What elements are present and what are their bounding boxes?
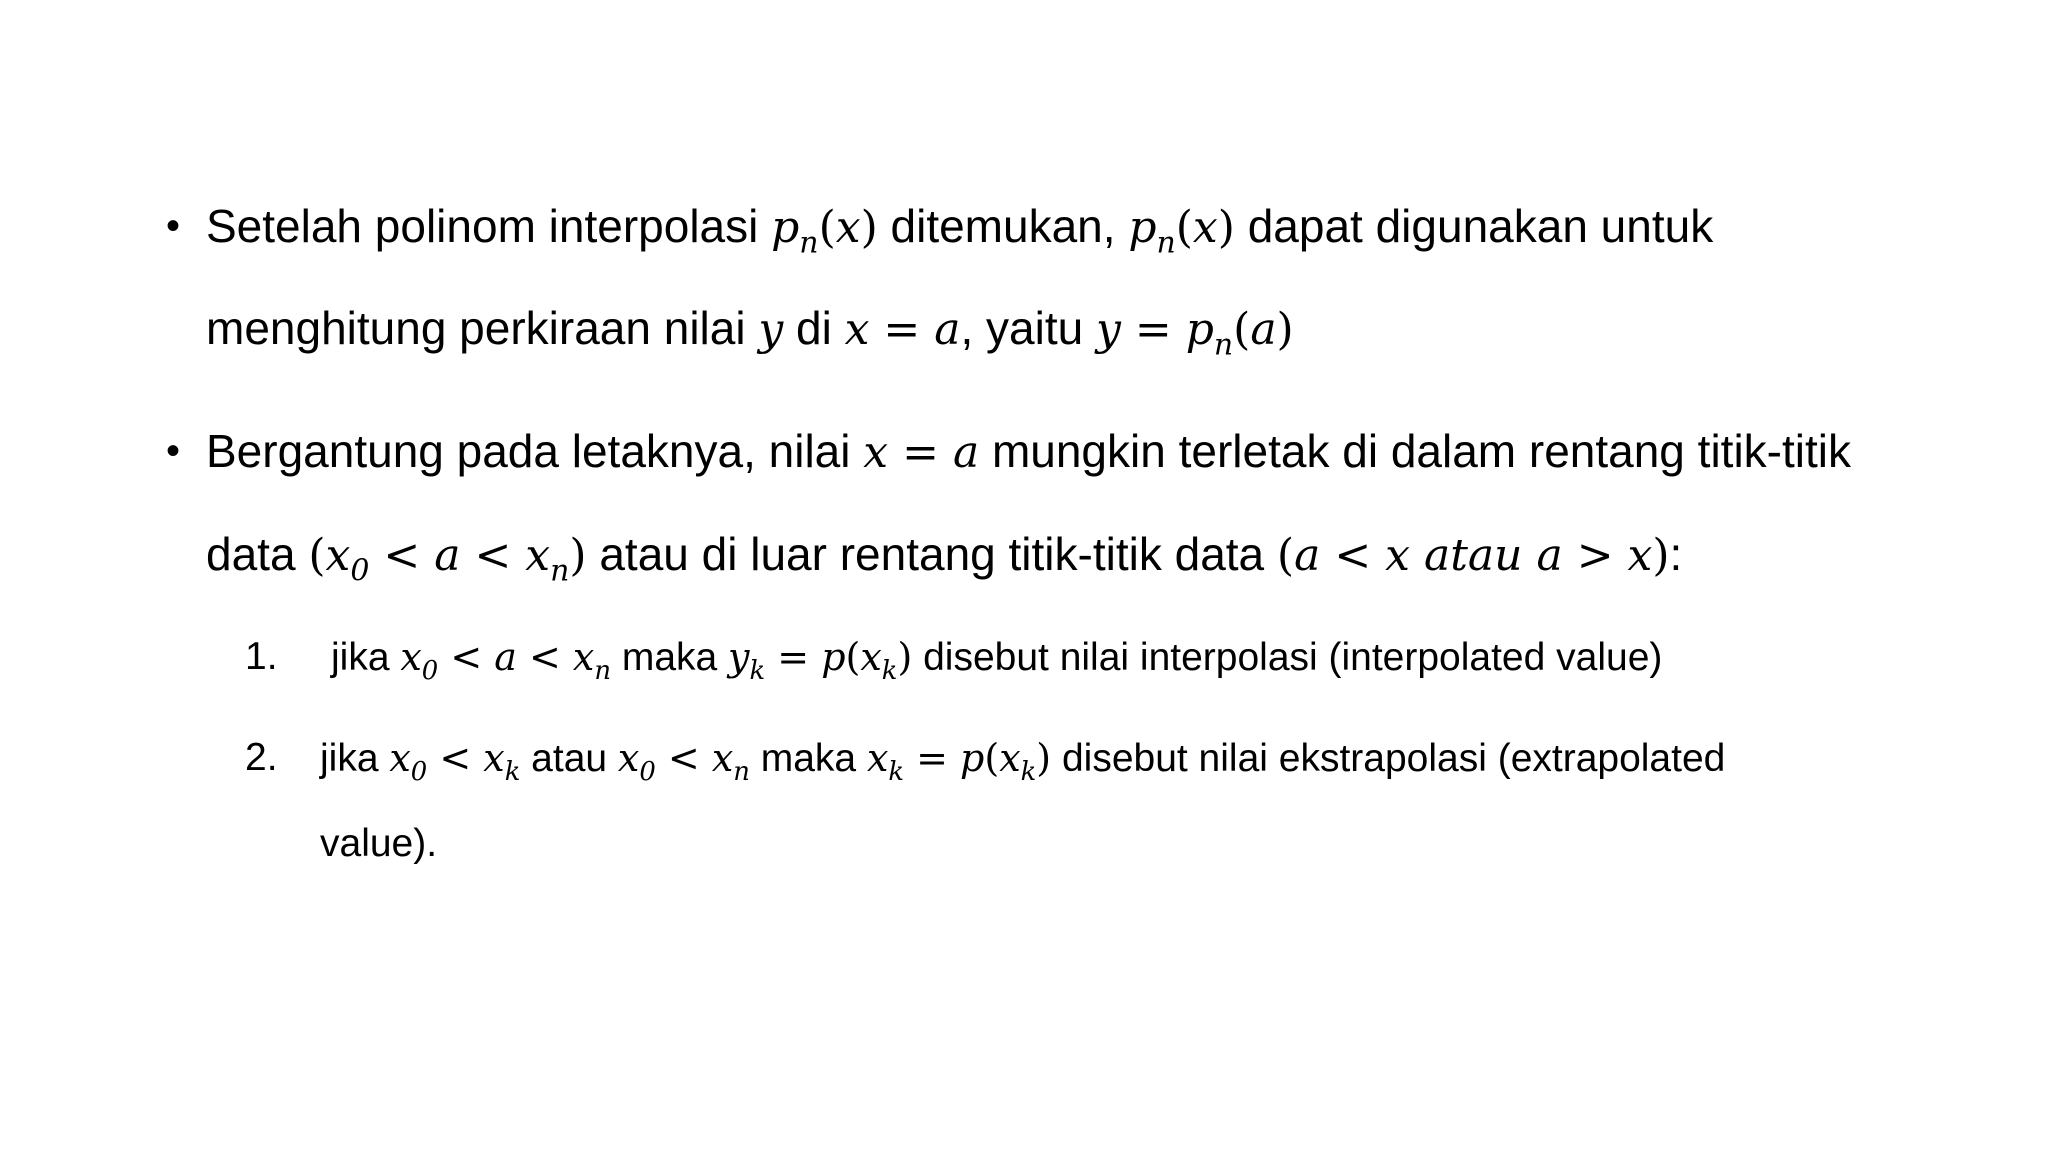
- text: atau: [520, 737, 618, 780]
- text: , yaitu: [960, 302, 1096, 354]
- bullet-2-line-1: [206, 423, 1851, 481]
- numbered-item-2: [320, 733, 1726, 788]
- math-y-eq-pn-a: $y = p_n(a)$: [1096, 304, 1294, 363]
- text: mungkin terletak di dalam rentang titik-titik: [979, 425, 1851, 477]
- math-pn-x: $p_n(x)$: [771, 202, 878, 261]
- bullet-1-line-1: [206, 198, 1714, 261]
- math-range-outside: (a < x atau a > x): [1276, 530, 1670, 581]
- math-range-inside: $(x_0 < a < x_n)$: [308, 530, 587, 589]
- text: atau di luar rentang titik-titik data: [586, 528, 1277, 580]
- math-xk-eq-p-xk: $x_k = p(x_k)$: [866, 736, 1052, 788]
- bullet-1-line-2: [206, 300, 1294, 363]
- math-pn-x: $p_n(x)$: [1128, 202, 1235, 261]
- text: di: [783, 302, 845, 354]
- text: disebut nilai ekstrapolasi (extrapolated: [1051, 737, 1726, 780]
- math-x0-lt-xk: $x_0 < x_k$: [389, 736, 521, 788]
- text: data: [206, 528, 309, 580]
- text: dapat digunakan untuk: [1234, 200, 1714, 252]
- math-y: y: [758, 304, 784, 355]
- text: Bergantung pada letaknya, nilai: [206, 425, 864, 477]
- math-x-eq-a: x = a: [863, 427, 980, 478]
- text: jika: [320, 737, 390, 780]
- text: maka: [611, 636, 729, 679]
- text: Setelah polinom interpolasi: [206, 200, 772, 252]
- list-number: 1.: [245, 635, 278, 678]
- bullet-2-line-2: [206, 526, 1683, 589]
- text: maka: [749, 737, 867, 780]
- numbered-item-2-continuation: [320, 819, 437, 869]
- text: :: [1669, 528, 1683, 580]
- math-x0-lt-xn: $x_0 < x_n$: [617, 736, 750, 788]
- text: value).: [320, 822, 438, 865]
- text: disebut nilai interpolasi (interpolated value): [912, 636, 1663, 679]
- text: ditemukan,: [877, 200, 1129, 252]
- bullet-dot: •: [166, 429, 181, 473]
- bullet-dot: •: [166, 204, 181, 248]
- math-x0-lt-a-lt-xn: $x_0 < a < x_n$: [400, 635, 611, 687]
- list-number: 2.: [245, 736, 278, 779]
- math-yk-eq-p-xk: $y_k = p(x_k)$: [728, 635, 913, 687]
- text: jika: [331, 636, 401, 679]
- text: menghitung perkiraan nilai: [206, 302, 759, 354]
- numbered-item-1: [331, 632, 1663, 687]
- math-x-eq-a: x = a: [844, 304, 961, 355]
- math-atau: atau: [1423, 530, 1523, 581]
